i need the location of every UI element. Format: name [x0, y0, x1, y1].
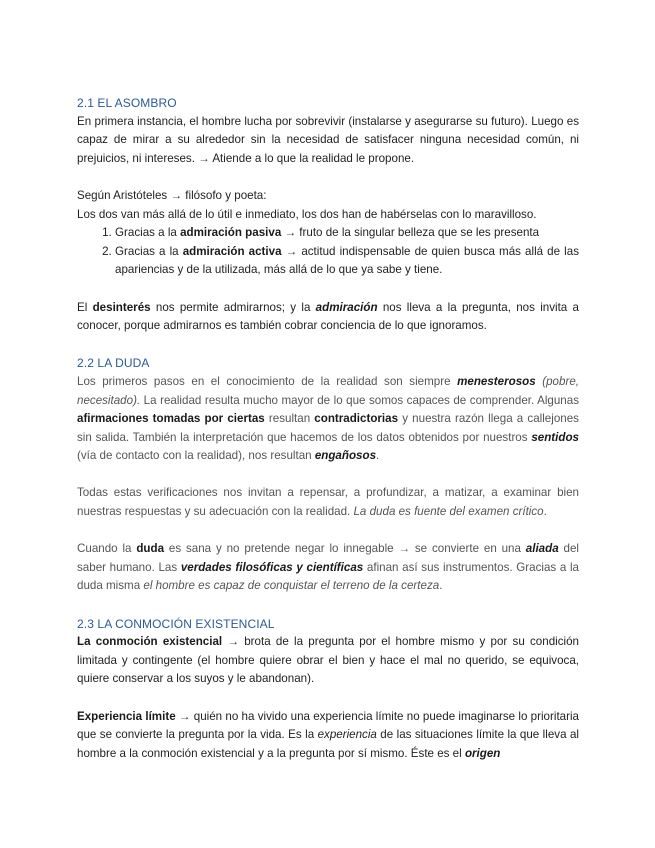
paragraph: En primera instancia, el hombre lucha por sobrevivir (instalarse y asegurarse su futuro). Luego es capaz de mirar a su alrededor sin la necesidad de satisfacer ninguna necesidad común, ni prejuicios, ni intereses. → Atiende a lo que la realidad le propone.	[77, 114, 579, 165]
numbered-list	[77, 224, 579, 280]
section-title-duda: 2.2 LA DUDA	[77, 356, 150, 371]
paragraph: Experiencia límite → quién no ha vivido una experiencia límite no puede imaginarse lo prioritaria que se convierte la pregunta por la vida. Es la experiencia de las situaciones límite la que lleva al hombre a la conmoción existencial y a la pregunta por sí mismo. Éste es el origen	[77, 709, 579, 760]
paragraph: Los primeros pasos en el conocimiento de la realidad son siempre menesterosos (pobre, necesitado). La realidad resulta mucho mayor de lo que somos capaces de comprender. Algunas afirmaciones tomadas por ciertas resultan contradictorias y nuestra razón llega a callejones sin salida. También la interpretación que hacemos de los datos obtenidos por nuestros sentidos (vía de contacto con la realidad), nos resultan engañosos.	[77, 374, 579, 463]
paragraph: Cuando la duda es sana y no pretende negar lo innegable → se convierte en una aliada del saber humano. Las verdades filosóficas y científicas afinan así sus instrumentos. Gracias a la duda misma el hombre es capaz de conquistar el terreno de la certeza.	[77, 542, 579, 593]
paragraph: Todas estas verificaciones nos invitan a repensar, a profundizar, a matizar, a examinar bien nuestras respuestas y su adecuación con la realidad. La duda es fuente del examen crítico.	[77, 486, 579, 519]
document-content	[77, 94, 579, 763]
paragraph: Según Aristóteles → filósofo y poeta:	[77, 188, 267, 202]
list-item: 1. Gracias a la admiración pasiva → fruto de la singular belleza que se les presenta	[115, 224, 579, 243]
paragraph: Los dos van más allá de lo útil e inmediato, los dos han de habérselas con lo maravilloso.	[77, 207, 537, 221]
paragraph: La conmoción existencial → brota de la pregunta por el hombre mismo y por su condición limitada y contingente (el hombre quiere obrar el bien y hace el mal no querido, se equivoca, quiere conservar a los suyos y le abandonan).	[77, 635, 579, 686]
section-title-conmocion: 2.3 LA CONMOCIÓN EXISTENCIAL	[77, 616, 275, 631]
section-title-asombro: 2.1 EL ASOMBRO	[77, 96, 177, 110]
paragraph: El desinterés nos permite admirarnos; y la admiración nos lleva a la pregunta, nos invita a conocer, porque admirarnos es también cobrar conciencia de lo que ignoramos.	[77, 300, 579, 333]
list-item: 2. Gracias a la admiración activa → actitud indispensable de quien busca más allá de las apariencias y de la utilizada, más allá de lo que ya sabe y tiene.	[115, 243, 579, 280]
